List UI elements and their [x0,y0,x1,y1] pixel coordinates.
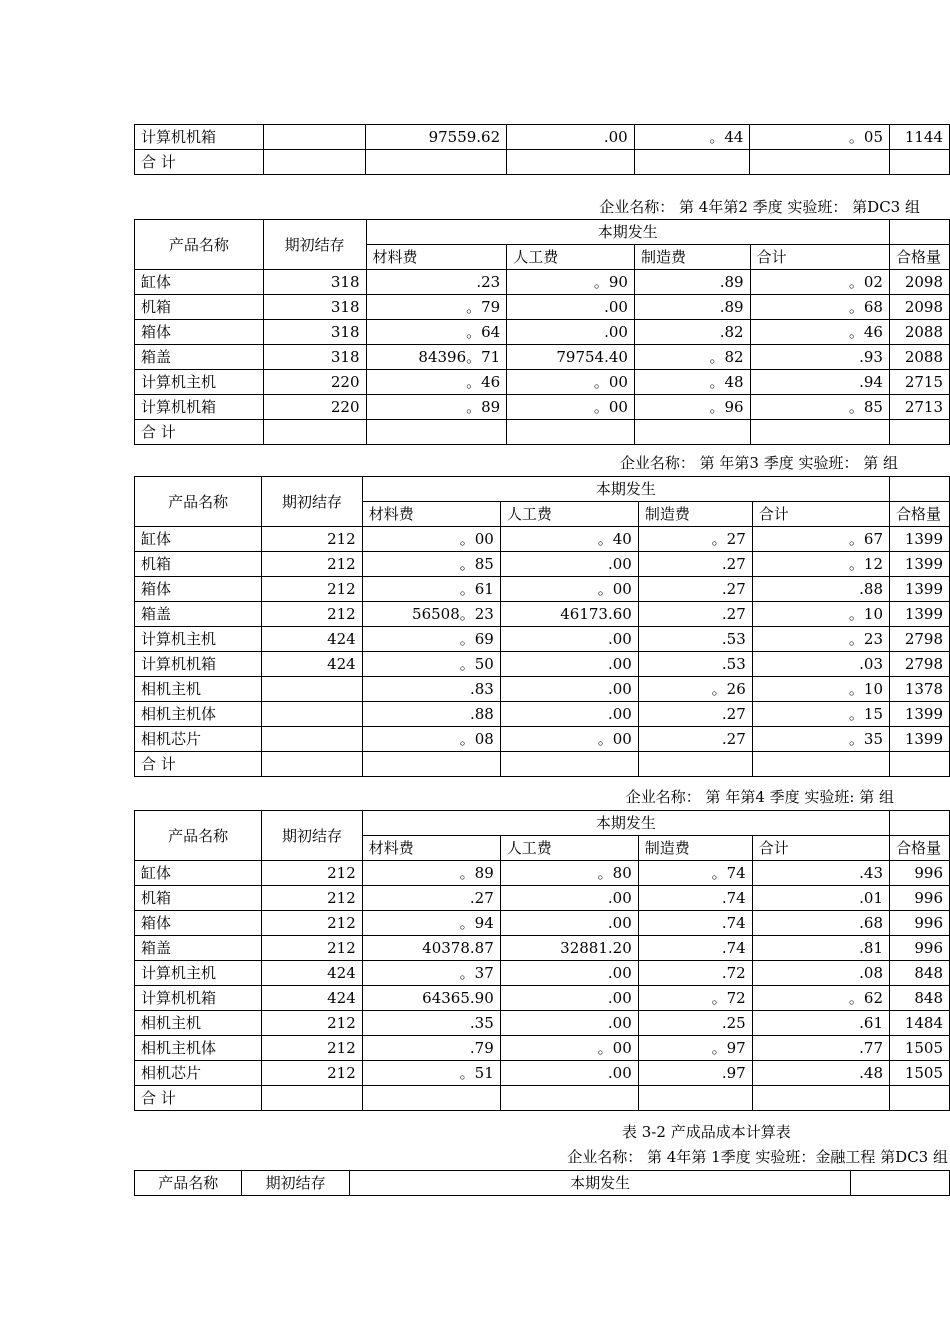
cell-qualified: 1378 [890,677,950,702]
cell-total: 。46 [750,320,889,345]
cell-material: .88 [362,702,500,727]
cell-labor: 。80 [500,861,638,886]
cell-labor: .00 [500,652,638,677]
cell-product: 箱盖 [135,602,262,627]
cell-labor: 46173.60 [500,602,638,627]
cell-total: 。10 [752,602,889,627]
cell-begin-stock: 212 [262,577,362,602]
cell-overhead [634,150,750,175]
cell-begin-stock: 212 [262,527,362,552]
table-row [135,270,950,295]
table-row [135,527,950,552]
cell-product: 计算机主机 [135,627,262,652]
cell-material: 。37 [362,961,500,986]
cell-begin-stock: 220 [263,395,366,420]
cell-total: 。10 [752,677,889,702]
cell-qualified [890,752,950,777]
cell-material: .83 [362,677,500,702]
cell-material: .35 [362,1011,500,1036]
cell-begin-stock: 212 [262,861,362,886]
cell-begin-stock: 318 [263,320,366,345]
cell-overhead: .89 [634,295,750,320]
cell-qualified: 2713 [889,395,949,420]
table-row [135,552,950,577]
cell-product: 计算机主机 [135,370,264,395]
table-row [135,150,950,175]
cell-overhead: .27 [638,552,752,577]
top-fragment-table-wrap [134,124,950,175]
cell-product: 相机主机体 [135,1036,262,1061]
cell-begin-stock: 212 [262,552,362,577]
company-line-q1: 企业名称： 第 4年第 1季度 实验班：金融工程 第DC3 组 [567,1148,948,1166]
header-overhead: 制造费 [638,836,752,861]
cell-material: 97559.62 [366,125,507,150]
header-material: 材料费 [362,836,500,861]
cell-material [362,1086,500,1111]
cell-total: 。12 [752,552,889,577]
cell-overhead: .74 [638,886,752,911]
table-row [135,986,950,1011]
header-material: 材料费 [366,245,507,270]
cell-qualified: 2715 [889,370,949,395]
cell-product: 相机主机体 [135,702,262,727]
cell-qualified: 2798 [890,652,950,677]
table-row [135,727,950,752]
cell-product: 机箱 [135,295,264,320]
header-material: 材料费 [362,502,500,527]
cell-labor: .00 [507,125,635,150]
header-empty [890,811,950,836]
header-empty [890,477,950,502]
cell-labor: 。00 [507,395,635,420]
cell-labor: 。00 [507,370,635,395]
cell-product: 计算机机箱 [135,652,262,677]
table-header-row [135,1171,950,1196]
cell-labor [500,1086,638,1111]
cell-labor: .00 [500,1061,638,1086]
cost-table-q3-wrap [134,476,950,777]
cell-total: 。67 [752,527,889,552]
cell-material: 。61 [362,577,500,602]
cell-labor: .00 [500,1011,638,1036]
cell-begin-stock [263,125,366,150]
cost-table-q1-fragment [134,1170,950,1196]
cell-overhead: .97 [638,1061,752,1086]
cell-product: 合 计 [135,420,264,445]
header-overhead: 制造费 [638,502,752,527]
cell-qualified: 2098 [889,270,949,295]
header-current: 本期发生 [349,1171,850,1196]
cell-begin-stock: 424 [262,986,362,1011]
cell-labor: .00 [500,886,638,911]
cell-product: 计算机机箱 [135,395,264,420]
header-current: 本期发生 [362,477,889,502]
cell-labor: .00 [507,295,635,320]
cell-overhead: .27 [638,727,752,752]
cell-material: 。79 [366,295,507,320]
cell-begin-stock: 318 [263,270,366,295]
cell-total [750,420,889,445]
table-row [135,652,950,677]
cell-qualified: 848 [890,986,950,1011]
table-row [135,911,950,936]
cell-material: 。08 [362,727,500,752]
table-row [135,936,950,961]
header-product: 产品名称 [135,811,262,861]
cell-labor [507,420,635,445]
table-row [135,961,950,986]
cell-labor: .00 [500,911,638,936]
cell-begin-stock: 212 [262,1011,362,1036]
cell-qualified: 1399 [890,552,950,577]
table-row [135,602,950,627]
cost-table-q3 [134,476,950,777]
cell-product: 箱盖 [135,936,262,961]
cell-total: .01 [752,886,889,911]
cell-labor: .00 [507,320,635,345]
header-labor: 人工费 [507,245,635,270]
cell-overhead: 。82 [634,345,750,370]
header-product: 产品名称 [135,220,264,270]
cell-total: .68 [752,911,889,936]
cell-overhead: 。96 [634,395,750,420]
table-row [135,702,950,727]
cell-overhead: .27 [638,577,752,602]
cell-qualified: 996 [890,861,950,886]
header-begin-stock: 期初结存 [262,477,362,527]
company-line-q4: 企业名称： 第 年第4 季度 实验班: 第 组 [625,788,894,806]
header-labor: 人工费 [500,836,638,861]
top-fragment-table [134,124,950,175]
cost-table-q2-wrap [134,219,950,445]
cell-qualified: 996 [890,936,950,961]
header-total: 合计 [752,502,889,527]
table-row [135,125,950,150]
cell-material [362,752,500,777]
cell-overhead: .72 [638,961,752,986]
table-header-row [135,220,950,245]
table-row [135,1011,950,1036]
cell-overhead [638,1086,752,1111]
cell-begin-stock: 212 [262,911,362,936]
cell-qualified: 2798 [890,627,950,652]
cell-overhead: .74 [638,911,752,936]
company-line-q2: 企业名称： 第 4年第2 季度 实验班： 第DC3 组 [599,198,920,216]
cell-begin-stock [262,752,362,777]
header-qualified: 合格量 [890,836,950,861]
cell-overhead: .82 [634,320,750,345]
cell-begin-stock: 424 [262,652,362,677]
table-row [135,345,950,370]
cell-product: 机箱 [135,552,262,577]
cell-product: 计算机主机 [135,961,262,986]
cell-labor: .00 [500,627,638,652]
cell-begin-stock [262,702,362,727]
cell-qualified: 1399 [890,577,950,602]
cell-material: 56508。23 [362,602,500,627]
cell-product: 相机芯片 [135,727,262,752]
cell-begin-stock [262,677,362,702]
cell-qualified [890,1086,950,1111]
table-row [135,1061,950,1086]
cell-labor: 。40 [500,527,638,552]
cell-overhead: 。72 [638,986,752,1011]
cell-labor: .00 [500,986,638,1011]
table-row [135,420,950,445]
header-current: 本期发生 [366,220,889,245]
cell-begin-stock: 318 [263,295,366,320]
header-product: 产品名称 [135,477,262,527]
cell-qualified: 996 [890,911,950,936]
cell-total: .03 [752,652,889,677]
cell-product: 箱体 [135,911,262,936]
cell-qualified: 1505 [890,1036,950,1061]
cell-qualified: 1399 [890,527,950,552]
cell-total: 。15 [752,702,889,727]
header-qualified: 合格量 [890,502,950,527]
cell-labor: 。00 [500,1036,638,1061]
cell-qualified: 2088 [889,345,949,370]
cell-qualified [890,150,950,175]
cell-qualified: 1484 [890,1011,950,1036]
cell-overhead: .27 [638,702,752,727]
cell-total: 。35 [752,727,889,752]
cell-begin-stock: 212 [262,886,362,911]
cell-begin-stock: 318 [263,345,366,370]
table-header-row [135,811,950,836]
cell-labor: 。00 [500,727,638,752]
header-total: 合计 [752,836,889,861]
cell-material [366,420,507,445]
cell-labor: .00 [500,702,638,727]
cell-total [750,150,890,175]
table-row [135,886,950,911]
cell-begin-stock: 212 [262,1036,362,1061]
cell-total: .81 [752,936,889,961]
cell-total: .93 [750,345,889,370]
cell-product: 计算机机箱 [135,986,262,1011]
cell-overhead [634,420,750,445]
cell-begin-stock: 212 [262,936,362,961]
cell-material: 。46 [366,370,507,395]
cost-table-q2 [134,219,950,445]
cell-overhead: .25 [638,1011,752,1036]
cell-labor: 。90 [507,270,635,295]
cell-product: 合 计 [135,150,264,175]
cell-overhead: .74 [638,936,752,961]
cell-material: 84396。71 [366,345,507,370]
cell-total: 。23 [752,627,889,652]
header-begin-stock: 期初结存 [242,1171,349,1196]
cell-product: 相机芯片 [135,1061,262,1086]
cost-table-q1-fragment-wrap [134,1170,950,1196]
table-row [135,1036,950,1061]
cell-material: 。85 [362,552,500,577]
cell-qualified: 1399 [890,702,950,727]
cell-material [366,150,507,175]
cell-overhead: 。97 [638,1036,752,1061]
header-current: 本期发生 [362,811,889,836]
cell-overhead: 。74 [638,861,752,886]
cell-total: .08 [752,961,889,986]
header-begin-stock: 期初结存 [263,220,366,270]
cell-labor: 32881.20 [500,936,638,961]
cell-product: 箱盖 [135,345,264,370]
table-row [135,395,950,420]
cell-product: 相机主机 [135,1011,262,1036]
cell-begin-stock: 212 [262,602,362,627]
cell-begin-stock [262,727,362,752]
cell-product: 缸体 [135,861,262,886]
cell-total: 。05 [750,125,890,150]
table-row [135,577,950,602]
table-row [135,861,950,886]
cell-labor: .00 [500,677,638,702]
cell-overhead: .89 [634,270,750,295]
cell-total: 。02 [750,270,889,295]
cell-overhead: .53 [638,627,752,652]
table-row [135,627,950,652]
cell-material: 。69 [362,627,500,652]
table-row [135,752,950,777]
table-header-row [135,477,950,502]
cell-overhead: 。48 [634,370,750,395]
cell-qualified: 2098 [889,295,949,320]
cell-begin-stock [263,420,366,445]
header-qualified: 合格量 [889,245,949,270]
cell-product: 相机主机 [135,677,262,702]
cell-begin-stock [263,150,366,175]
cell-product: 缸体 [135,527,262,552]
cell-material: .79 [362,1036,500,1061]
company-line-q3: 企业名称： 第 年第3 季度 实验班： 第 组 [619,454,898,472]
cell-overhead: .27 [638,602,752,627]
header-overhead: 制造费 [634,245,750,270]
cell-total: .61 [752,1011,889,1036]
cell-qualified: 1144 [890,125,950,150]
cell-material: 。00 [362,527,500,552]
cell-product: 缸体 [135,270,264,295]
cell-product: 合 计 [135,1086,262,1111]
cell-labor [500,752,638,777]
cell-qualified: 848 [890,961,950,986]
cell-total: 。68 [750,295,889,320]
cell-total: 。85 [750,395,889,420]
cell-material: 。89 [366,395,507,420]
cell-material: .23 [366,270,507,295]
cell-material: 。89 [362,861,500,886]
cell-material: 。64 [366,320,507,345]
cell-begin-stock: 424 [262,627,362,652]
header-begin-stock: 期初结存 [262,811,362,861]
cell-labor: .00 [500,552,638,577]
table-row [135,677,950,702]
table-row [135,1086,950,1111]
cell-begin-stock: 212 [262,1061,362,1086]
cell-labor [507,150,635,175]
cell-total: .43 [752,861,889,886]
cell-overhead: 。27 [638,527,752,552]
table-caption: 表 3-2 产成品成本计算表 [622,1123,791,1141]
cell-product: 箱体 [135,577,262,602]
cell-qualified: 2088 [889,320,949,345]
cell-material: .27 [362,886,500,911]
header-total: 合计 [750,245,889,270]
cell-total [752,752,889,777]
cell-qualified: 996 [890,886,950,911]
cell-labor: 。00 [500,577,638,602]
cell-overhead: 。44 [634,125,750,150]
header-labor: 人工费 [500,502,638,527]
cell-material: 。94 [362,911,500,936]
cell-product: 合 计 [135,752,262,777]
cost-table-q4 [134,810,950,1111]
cell-overhead [638,752,752,777]
cell-material: 64365.90 [362,986,500,1011]
cell-total: .48 [752,1061,889,1086]
cell-product: 箱体 [135,320,264,345]
header-empty [851,1171,950,1196]
cell-total: 。62 [752,986,889,1011]
cell-begin-stock: 424 [262,961,362,986]
cell-qualified [889,420,949,445]
header-empty [889,220,949,245]
cell-product: 机箱 [135,886,262,911]
cell-qualified: 1399 [890,727,950,752]
cell-qualified: 1399 [890,602,950,627]
table-row [135,295,950,320]
cell-begin-stock: 220 [263,370,366,395]
cell-labor: .00 [500,961,638,986]
cell-overhead: .53 [638,652,752,677]
table-row [135,320,950,345]
table-row [135,370,950,395]
cell-material: 。50 [362,652,500,677]
cell-material: 40378.87 [362,936,500,961]
cell-labor: 79754.40 [507,345,635,370]
cell-total: .88 [752,577,889,602]
cell-total [752,1086,889,1111]
cell-total: .94 [750,370,889,395]
cell-qualified: 1505 [890,1061,950,1086]
cost-table-q4-wrap [134,810,950,1111]
header-product: 产品名称 [135,1171,242,1196]
cell-total: .77 [752,1036,889,1061]
cell-material: 。51 [362,1061,500,1086]
cell-begin-stock [262,1086,362,1111]
cell-overhead: 。26 [638,677,752,702]
cell-product: 计算机机箱 [135,125,264,150]
